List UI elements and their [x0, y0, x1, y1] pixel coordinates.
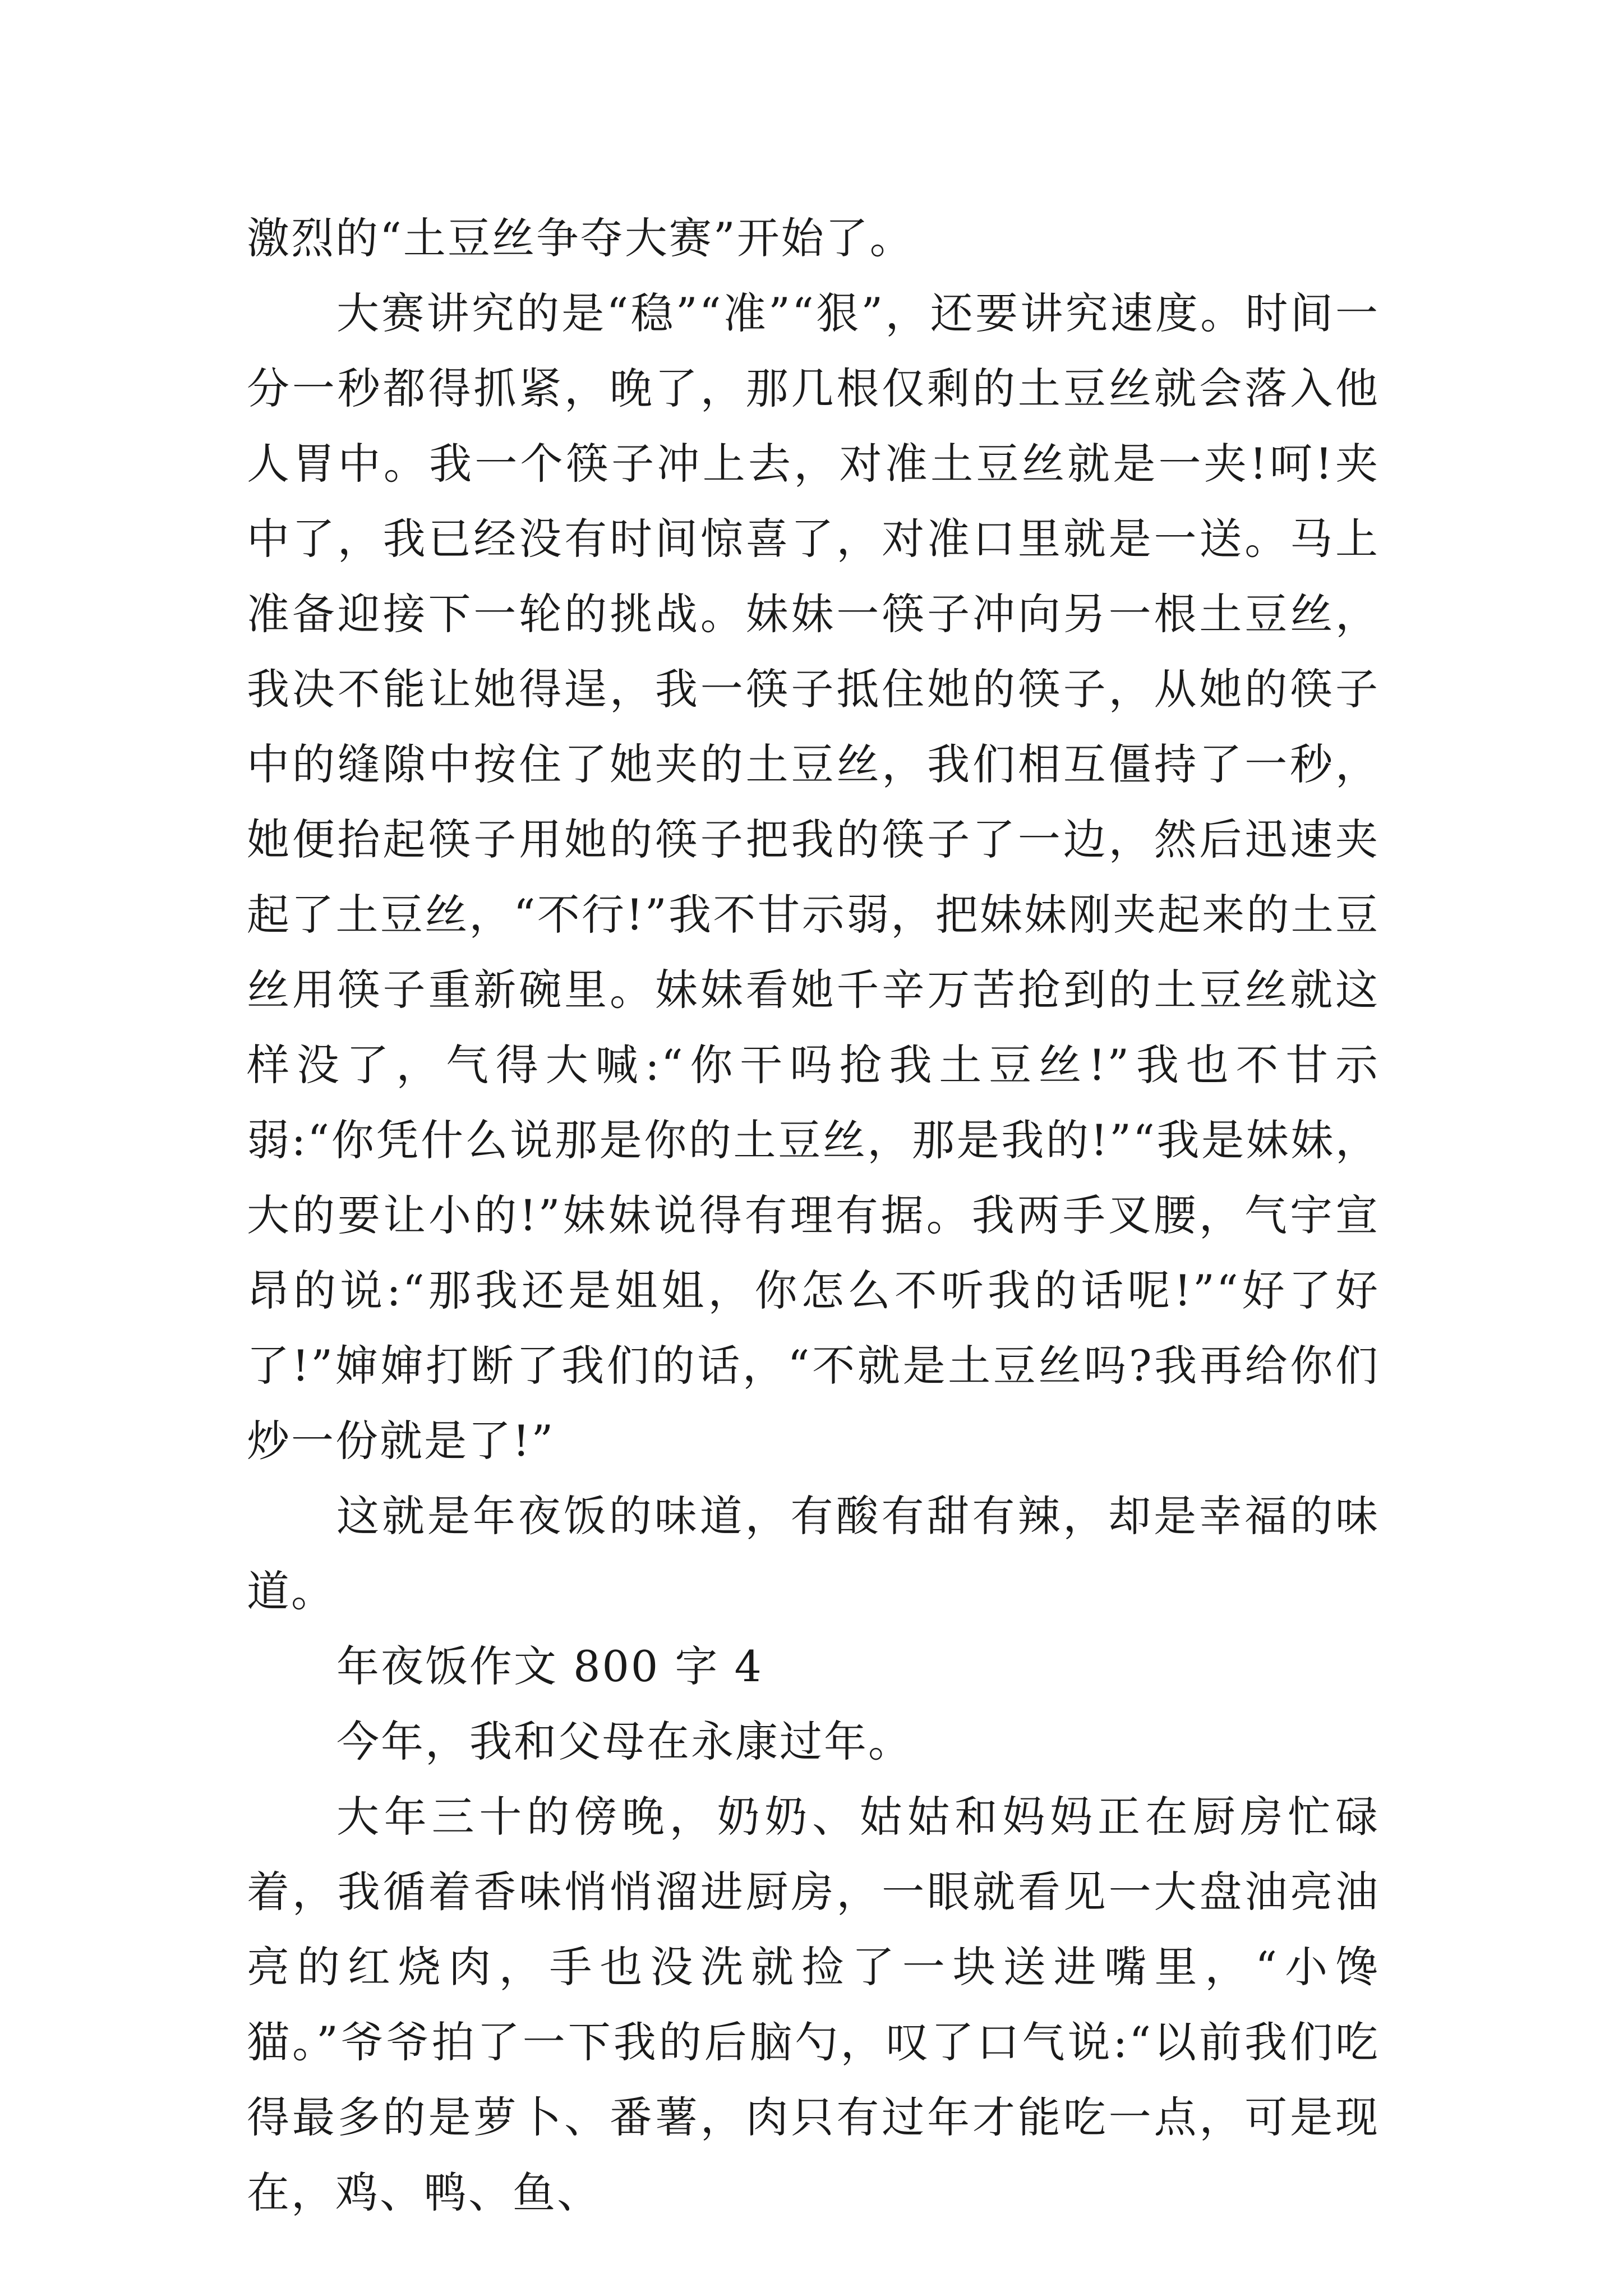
document-body	[247, 201, 1380, 2230]
paragraph-3: 这就是年夜饭的味道，有酸有甜有辣，却是幸福的味道。	[247, 1491, 1380, 1616]
paragraph-2: 大赛讲究的是“稳”“准”“狠”，还要讲究速度。时间一分一秒都得抓紧，晚了，那几根仅剩的土豆丝就会落入他人胃中。我一个筷子冲上去，对准土豆丝就是一夹!呵!夹中了，我已经没有时间惊喜了，对准口里就是一送。马上准备迎接下一轮的挑战。妹妹一筷子冲向另一根土豆丝，我决不能让她得逞，我一筷子抵住她的筷子，从她的筷子中的缝隙中按住了她夹的土豆丝，我们相互僵持了一秒，她便抬起筷子用她的筷子把我的筷子了一边，然后迅速夹起了土豆丝，“不行!”我不甘示弱，把妹妹刚夹起来的土豆丝用筷子重新碗里。妹妹看她千辛万苦抢到的土豆丝就这样没了，气得大喊:“你干吗抢我土豆丝!”我也不甘示弱:“你凭什么说那是你的土豆丝，那是我的!”“我是妹妹，大的要让小的!”妹妹说得有理有据。我两手叉腰，气宇宣昂的说:“那我还是姐姐，你怎么不听我的话呢!”“好了好了!”婶婶打断了我们的话，“不就是土豆丝吗?我再给你们炒一份就是了!”	[247, 288, 1380, 1466]
paragraph-1: 激烈的“土豆丝争夺大赛”开始了。	[247, 213, 914, 263]
paragraph-5: 今年，我和父母在永康过年。	[336, 1717, 912, 1766]
paragraph-6: 大年三十的傍晚，奶奶、姑姑和妈妈正在厨房忙碌着，我循着香味悄悄溜进厨房，一眼就看见一大盘油亮油亮的红烧肉，手也没洗就捡了一块送进嘴里，“小馋猫。”爷爷拍了一下我的后脑勺，叹了口气说:“以前我们吃得最多的是萝卜、番薯，肉只有过年才能吃一点，可是现在，鸡、鸭、鱼、	[247, 1792, 1380, 2217]
section-heading: 年夜饭作文 800 字 4	[336, 1641, 763, 1691]
